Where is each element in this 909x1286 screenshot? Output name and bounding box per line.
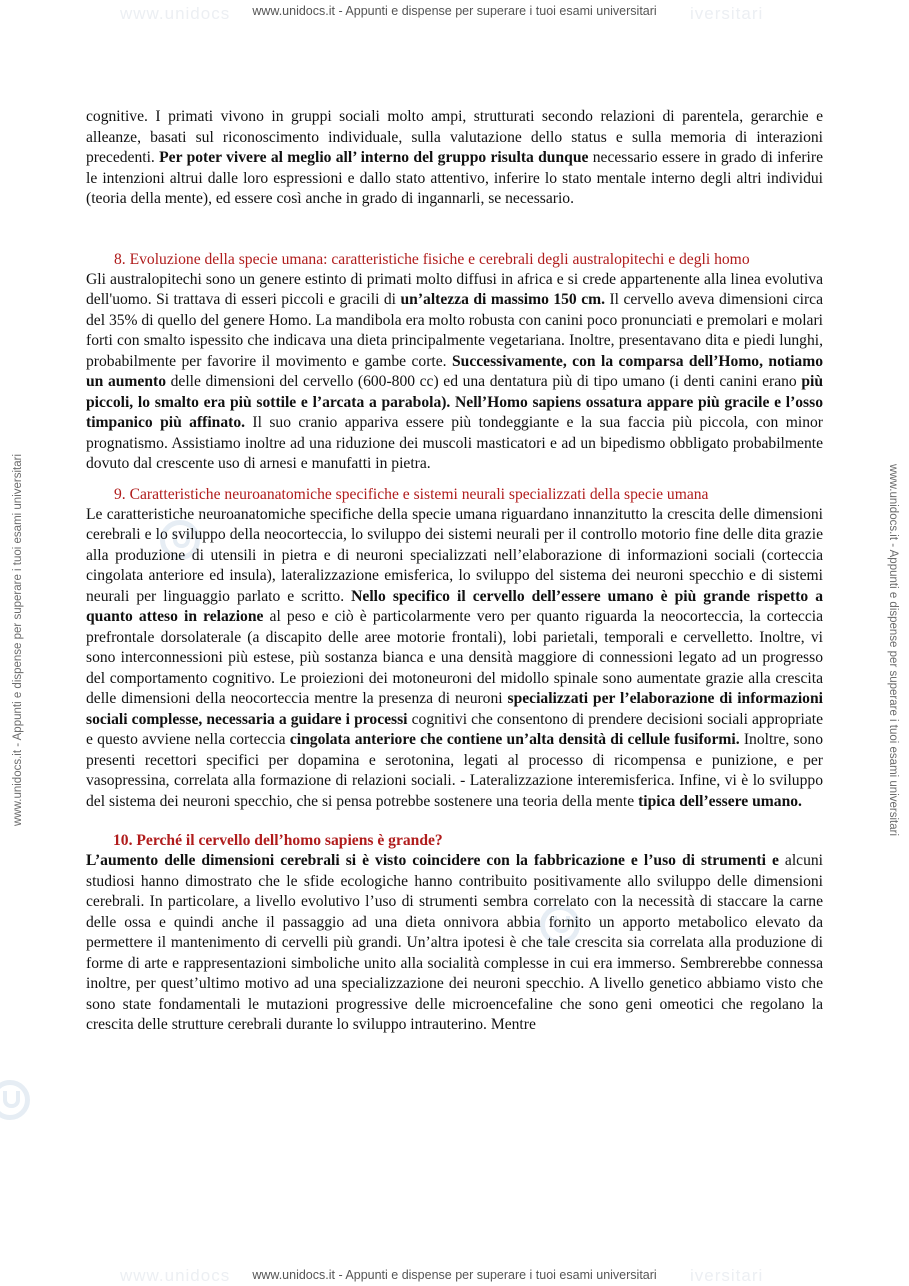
- watermark-logo-icon: [0, 1080, 30, 1120]
- right-side-watermark: www.unidocs.it - Appunti e dispense per superare i tuoi esami universitari: [887, 463, 899, 837]
- document-body: [86, 107, 823, 1036]
- left-side-watermark: www.unidocs.it - Appunti e dispense per superare i tuoi esami universitari: [12, 453, 24, 827]
- header-watermark: www.unidocs.it - Appunti e dispense per superare i tuoi esami universitari: [252, 4, 657, 18]
- section-8-heading: 8. Evoluzione della specie umana: caratteristiche fisiche e cerebrali degli australopitechi e degli homo: [114, 250, 750, 268]
- intro-paragraph: cognitive. I primati vivono in gruppi sociali molto ampi, strutturati secondo relazioni di parentela, gerarchie e alleanze, basati sul riconoscimento individuale, sulla valutazione dello status e sulla memoria di interazioni precedenti. Per poter vivere al meglio all’ interno del gruppo risulta dunque necessario essere in grado di inferire le intenzioni altrui dalle loro espressioni e dallo stato attentivo, inferire lo stato mentale interno degli altri individui (teoria della mente), ed essere così anche in grado di ingannarli, se necessario.: [86, 108, 824, 207]
- section-10-heading: 10. Perché il cervello dell’homo sapiens è grande?: [113, 832, 443, 849]
- background-watermark-text: iversitari: [690, 4, 764, 23]
- section-8-paragraph: Gli australopitechi sono un genere estinto di primati molto diffusi in africa e si crede appartenente alla linea evolutiva dell'uomo. Si trattava di esseri piccoli e gracili di un’altezza di massimo 150 cm. Il cervello aveva dimensioni circa del 35% di quello del genere Homo. La mandibola era molto robusta con canini poco pronunciati e premolari e molari forti con smalto ispessito che indicava una dieta principalmente vegetariana. Inoltre, presentavano dita e piedi lunghi, probabilmente per favorire il movimento e gambe corte. Successivamente, con la comparsa dell’Homo, notiamo un aumento delle dimensioni del cervello (600-800 cc) ed una dentatura più di tipo umano (i denti canini erano più piccoli, lo smalto era più sottile e l’arcata a parabola). Nell’Homo sapiens ossatura appare più gracile e l’osso timpanico più affinato. Il suo cranio appariva essere più tondeggiante e la sua faccia più piccola, con minor prognatismo. Assistiamo inoltre ad una riduzione dei muscoli masticatori e ad un bipedismo obbligato probabilmente dovuto dal crescente uso di arnesi e manufatti in pietra.: [86, 270, 824, 472]
- footer-watermark: www.unidocs.it - Appunti e dispense per superare i tuoi esami universitari: [252, 1268, 657, 1282]
- section-10-paragraph: L’aumento delle dimensioni cerebrali si è visto coincidere con la fabbricazione e l’uso di strumenti e alcuni studiosi hanno dimostrato che le sfide ecologiche hanno contribuito positivamente allo sviluppo delle dimensioni cerebrali. In particolare, a livello evolutivo l’uso di strumenti sembra correlato con la necessità di staccare la carne delle ossa e quindi anche il passaggio ad una dieta onnivora abbia fornito un apporto metabolico elevato da permettere il mantenimento di cervelli più grandi. Un’altra ipotesi è che tale crescita sia correlata alla produzione di forme di arte e rappresentazioni simboliche unito alla socialità complesse in cui era immerso. Sembrerebbe connessa inoltre, per quest’ultimo motivo ad una specializzazione dei neuroni specchio. A livello genetico abbiamo visto che sono state fondamentali le mutazioni progressive delle microencefaline che sono geni omeotici che regolano la crescita delle strutture cerebrali durante lo sviluppo intrauterino. Mentre: [86, 852, 823, 1033]
- section-9-paragraph: Le caratteristiche neuroanatomiche specifiche della specie umana riguardano innanzitutto la crescita delle dimensioni cerebrali e lo sviluppo della neocorteccia, lo sviluppo dei sistemi neurali per il controllo motorio fine delle dita grazie alla produzione di utensili in pietra e di neuroni specializzati nell’elaborazione di informazioni sociali (corteccia cingolata anteriore ed insula), lateralizzazione emisferica, lo sviluppo del sistema dei neuroni specchio e di sistemi neurali per linguaggio parlato e scritto. Nello specifico il cervello dell’essere umano è più grande rispetto a quanto atteso in relazione al peso e ciò è particolarmente vero per quanto riguarda la neocorteccia, la corteccia prefrontale dorsolaterale (a discapito delle aree motorie frontali), lobi parietali, temporali e cervelletto. Inoltre, vi sono interconnessioni più estese, più sostanza bianca e una densità maggiore di connessioni legato ad un progresso del comportamento cognitivo. Le proiezioni dei motoneuroni del midollo spinale sono aumentate grazie alla crescita delle dimensioni della neocorteccia mentre la presenza di neuroni specializzati per l’elaborazione di informazioni sociali complesse, necessaria a guidare i processi cognitivi che consentono di prendere decisioni sociali appropriate e questo avviene nella corteccia cingolata anteriore che contiene un’alta densità di cellule fusiformi. Inoltre, sono presenti recettori specifici per dopamina e serotonina, legati al processo di ricompensa e punizione, e per vasopressina, correlata alla formazione di relazioni sociali. - Lateralizzazione interemisferica. Infine, vi è lo sviluppo del sistema dei neuroni specchio, che si pensa potrebbe sostenere una teoria della mente tipica dell’essere umano.: [86, 505, 824, 810]
- background-watermark-text: www.unidocs: [120, 4, 231, 23]
- background-watermark-text: iversitari: [690, 1266, 764, 1285]
- background-watermark-text: www.unidocs: [120, 1266, 231, 1285]
- section-9-heading: 9. Caratteristiche neuroanatomiche specifiche e sistemi neurali specializzati della specie umana: [114, 485, 709, 503]
